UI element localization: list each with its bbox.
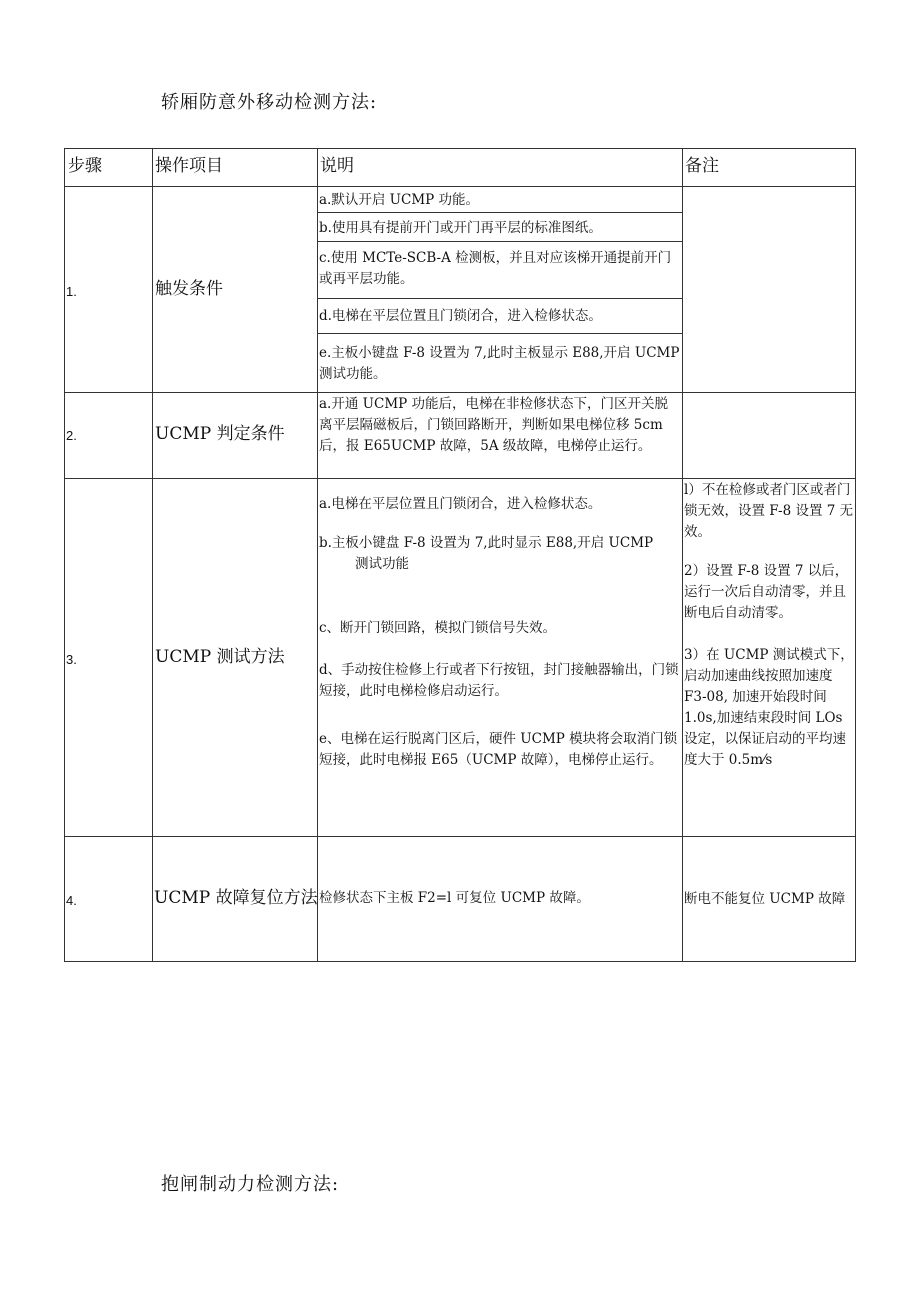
item-2: UCMP 判定条件 <box>155 424 285 444</box>
row-divider <box>64 836 856 837</box>
header-item: 操作项目 <box>155 156 223 176</box>
desc-3c: c、断开门锁回路，模拟门锁信号失效。 <box>319 620 557 636</box>
step-3: 3. <box>66 652 77 667</box>
row1-subline <box>317 241 682 242</box>
desc-1d: d.电梯在平层位置且门锁闭合，进入检修状态。 <box>319 308 602 324</box>
desc-1c: c.使用 MCTe-SCB-A 检测板，并且对应该梯开通提前开门或再平层功能。 <box>319 250 672 287</box>
desc-1a: a.默认开启 UCMP 功能。 <box>319 192 480 208</box>
item-3: UCMP 测试方法 <box>155 647 285 667</box>
desc-3d: d、手动按住检修上行或者下行按钮，封门接触器输出，门锁短接，此时电梯检修启动运行。 <box>319 662 679 699</box>
table-border-top <box>64 148 856 149</box>
desc-3b: b.主板小键盘 F-8 设置为 7,此时显示 E88,开启 UCMP <box>319 535 654 551</box>
item-4: UCMP 故障复位方法 <box>154 888 318 908</box>
header-desc: 说明 <box>320 156 354 176</box>
col-line <box>855 148 856 962</box>
row1-subline <box>317 212 682 213</box>
desc-3b-cont: 测试功能 <box>355 556 409 572</box>
note-3-2: 2）设置 F-8 设置 7 以后，运行一次后自动清零，并且断电后自动清零。 <box>684 563 849 621</box>
col-line <box>317 148 318 962</box>
row1-subline <box>317 333 682 334</box>
col-line <box>152 148 153 962</box>
table-border-bottom <box>64 961 856 962</box>
col-line <box>682 148 683 962</box>
desc-3a: a.电梯在平层位置且门锁闭合，进入检修状态。 <box>319 496 602 512</box>
desc-4a: 检修状态下主板 F2=l 可复位 UCMP 故障。 <box>319 890 590 906</box>
header-step: 步骤 <box>68 156 102 176</box>
desc-1e: e.主板小键盘 F-8 设置为 7,此时主板显示 E88,开启 UCMP 测试功能。 <box>319 345 680 382</box>
col-line <box>64 148 65 962</box>
item-1: 触发条件 <box>155 279 223 299</box>
desc-2a: a.开通 UCMP 功能后，电梯在非检修状态下，门区开关脱离平层隔磁板后，门锁回路断开，判断如果电梯位移 5cm 后，报 E65UCMP 故障，5A 级故障，电梯停止运行。 <box>319 396 669 454</box>
note-3-3: 3）在 UCMP 测试模式下，启动加速曲线按照加速度 F3-08, 加速开始段时间 1.0s,加速结束段时间 LOs 设定，以保证启动的平均速度大于 0.5m⁄s <box>684 647 854 768</box>
row-divider <box>64 392 856 393</box>
header-note: 备注 <box>685 156 719 176</box>
row1-subline <box>317 298 682 299</box>
section-title: 抱闸制动力检测方法: <box>161 1174 340 1195</box>
desc-3e: e、电梯在运行脱离门区后，硬件 UCMP 模块将会取消门锁短接，此时电梯报 E65（UCMP 故障），电梯停止运行。 <box>319 731 678 768</box>
step-2: 2. <box>66 428 77 443</box>
step-4: 4. <box>66 893 77 908</box>
step-1: 1. <box>66 284 77 299</box>
page-title: 轿厢防意外移动检测方法: <box>161 92 378 113</box>
desc-1b: b.使用具有提前开门或开门再平层的标准图纸。 <box>319 220 602 236</box>
row-divider <box>64 478 856 479</box>
note-3-1: l）不在检修或者门区或者门锁无效，设置 F-8 设置 7 无效。 <box>684 482 854 540</box>
note-4: 断电不能复位 UCMP 故障 <box>684 891 846 907</box>
header-divider <box>64 186 856 187</box>
